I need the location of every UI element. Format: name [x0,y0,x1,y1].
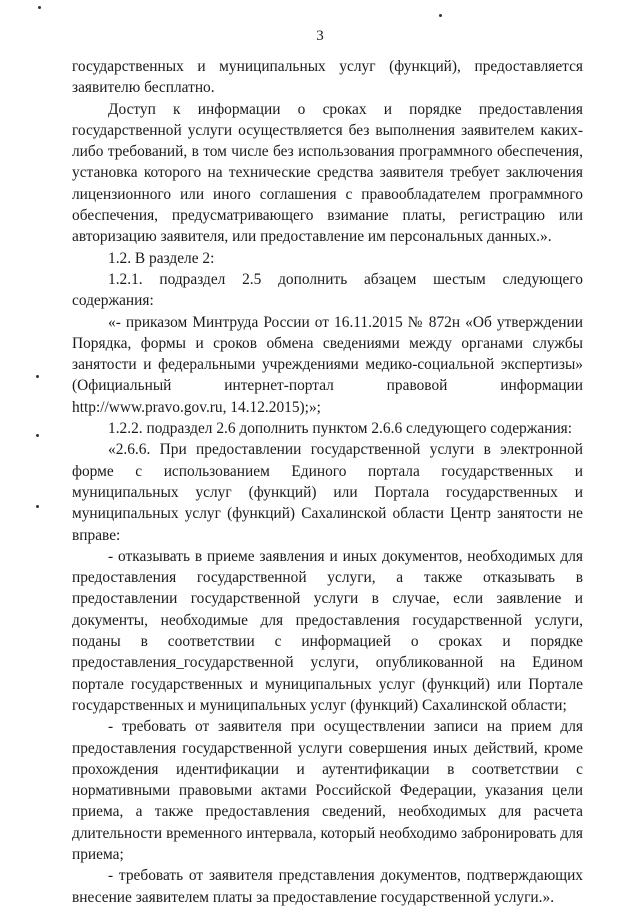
scan-dot [36,505,39,508]
scan-dot [36,375,39,378]
page-number: 3 [316,28,324,44]
paragraph: «- приказом Минтруда России от 16.11.2015 № 872н «Об утверждении Порядка, формы и сроков обмена сведениями между органами службы занятости и федеральными учреждениями медико-социальной экспертизы» (Официальный интернет-портал правовой информации http://www.pravo.gov.ru, 14.12.2015);»; [72,313,583,416]
paragraph: 1.2. В разделе 2: [108,249,215,267]
paragraph: - требовать от заявителя при осуществлении записи на прием для предоставления государственной услуги совершения иных действий, кроме прохождения идентификации и аутентификации в соответствии с нормативными правовыми актами Российской Федерации, указания цели приема, а также предоставления сведений, необходимых для расчета длительности временного интервала, который необходимо забронировать для приема; [72,718,583,863]
scan-dot [38,6,41,9]
scan-dot [36,434,39,437]
paragraph: Доступ к информации о сроках и порядке предоставления государственной услуги осуществляется без выполнения заявителем каких-либо требований, в том числе без использования программного обеспечения, установка которого на технические средства заявителя требует заключения лицензионного или иного соглашения с правообладателем программного обеспечения, предусматривающего взимание платы, регистрацию или авторизацию заявителя, или предоставление им персональных данных.». [72,100,583,246]
paragraph: государственных и муниципальных услуг (функций), предоставляется заявителю бесплатно. [72,58,583,97]
document-body [72,56,583,908]
paragraph: 1.2.2. подраздел 2.6 дополнить пунктом 2.6.6 следующего содержания: [108,420,573,438]
paragraph: - требовать от заявителя представления документов, подтверждающих внесение заявителем платы за предоставление государственной услуги.». [72,867,583,906]
paragraph: «2.6.6. При предоставлении государственной услуги в электронной форме с использованием Единого портала государственных и муниципальных услуг (функций) или Портала государственных и муниципальных услуг (функций) Сахалинской области Центр занятости не вправе: [72,441,583,544]
scan-dot [439,14,442,17]
paragraph: - отказывать в приеме заявления и иных документов, необходимых для предоставления государственной услуги, а также отказывать в предоставлении государственной услуги в случае, если заявление и документы, необходимые для предоставления государственной услуги, поданы в соответствии с информацией о сроках и порядке предоставления_государственной услуги, опубликованной на Едином портале государственных и муниципальных услуг (функций) или Портале государственных и муниципальных услуг (функций) Сахалинской области; [72,547,583,714]
paragraph: 1.2.1. подраздел 2.5 дополнить абзацем шестым следующего содержания: [72,270,583,310]
